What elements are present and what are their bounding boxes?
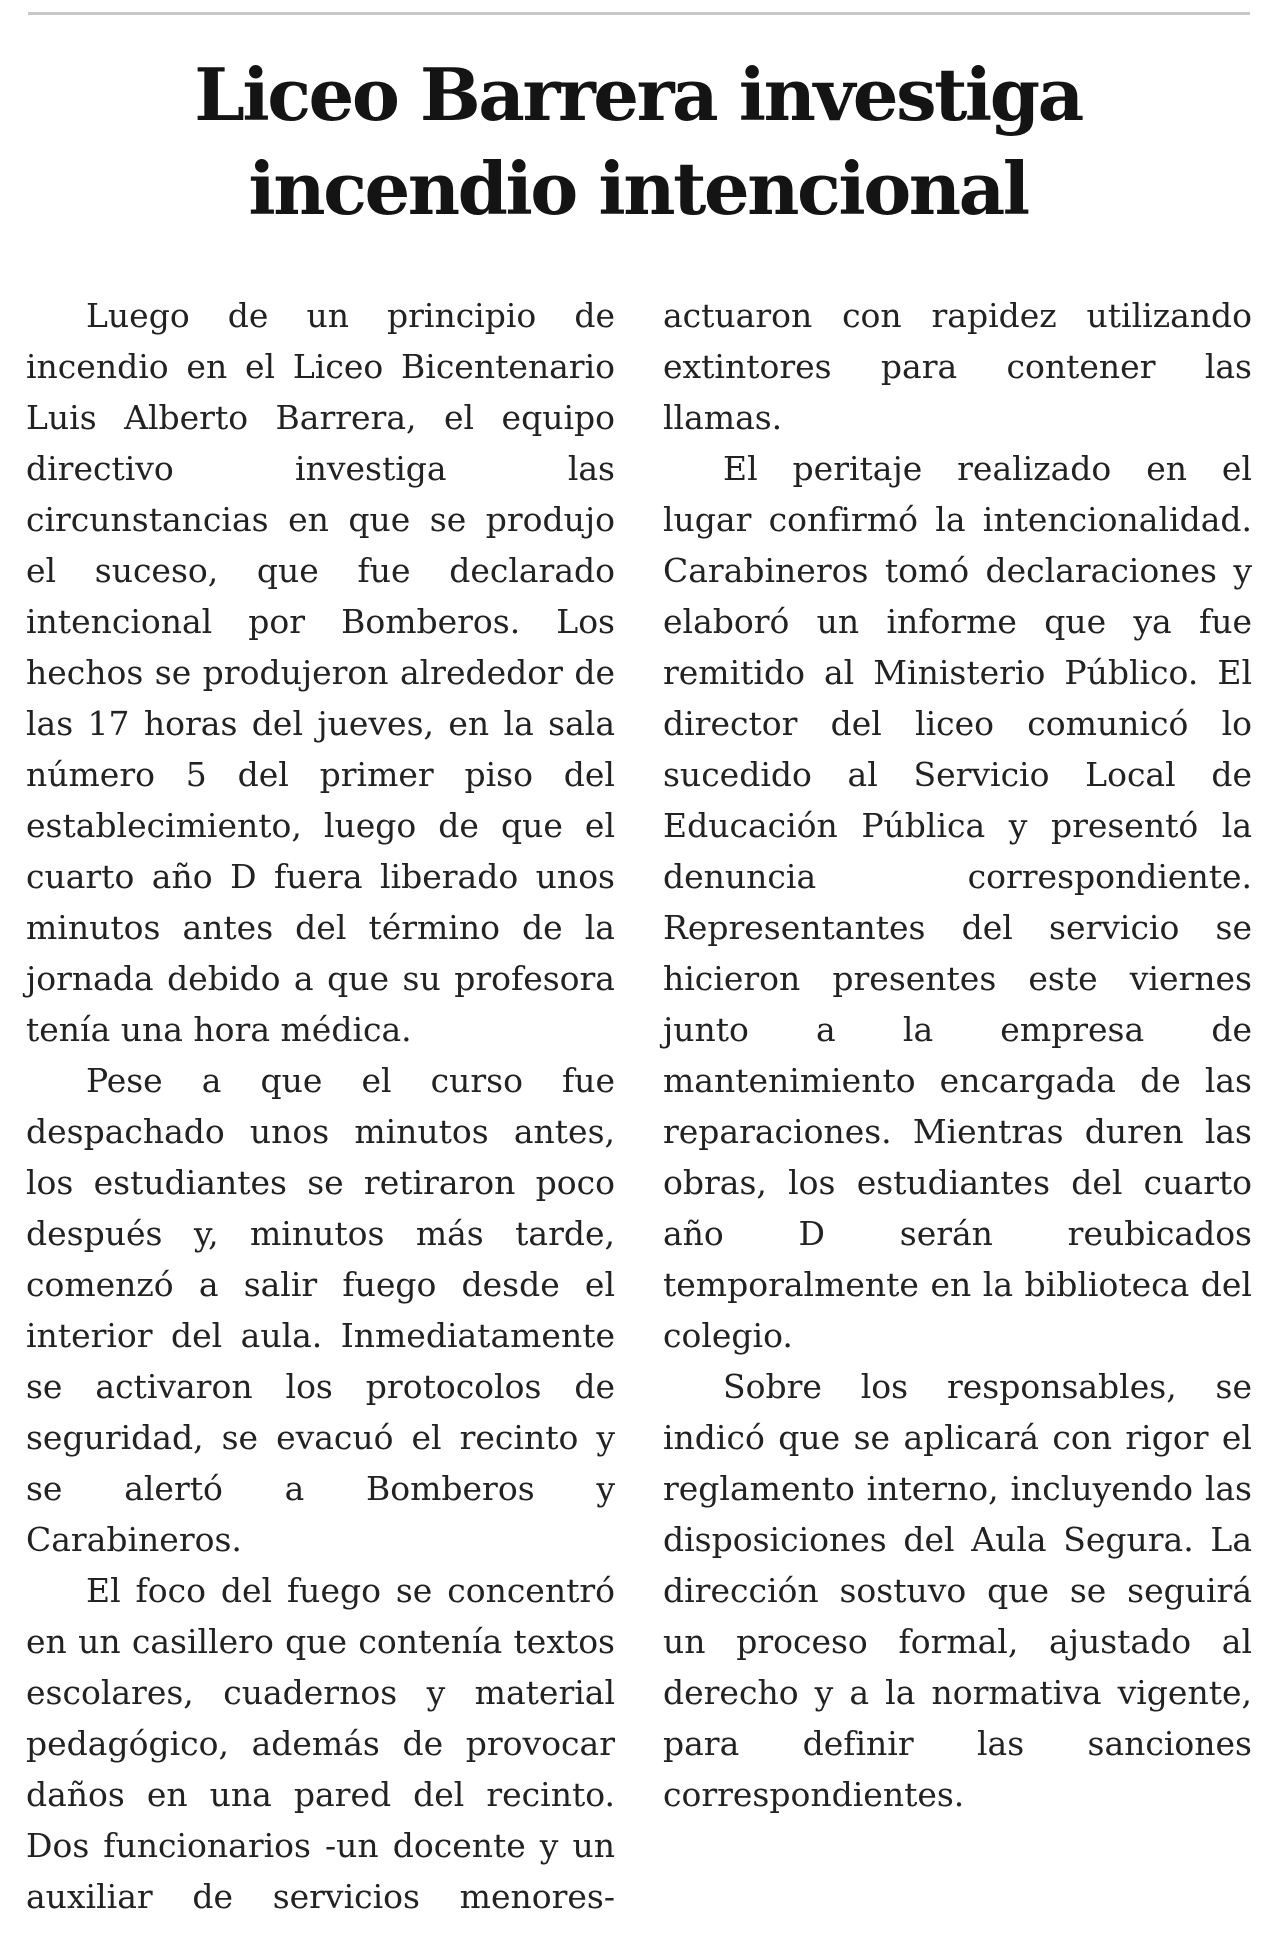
body-paragraph-2: Pese a que el curso fue despachado unos minutos antes, los estudiantes se retiraron poco después y, minutos más tarde, comenzó a salir fuego desde el interior del aula. Inmediatamente se activaron los protocolos de seguridad, se evacuó el recinto y se alertó a Bomberos y Carabineros. [26, 1061, 615, 1559]
top-divider-rule [28, 12, 1250, 15]
body-paragraph-3: El foco del fuego se concentró en un casillero que contenía textos escolares, cuadernos y material pedagógico, además de provocar daños en una pared del recinto. Dos funcionarios -un docente y un auxiliar de servicios menores- actuaron con rapidez utilizando extintores para contener las llamas. [26, 296, 1252, 1916]
headline-line-1: Liceo Barrera investiga [194, 52, 1082, 137]
article-body [26, 290, 1252, 1940]
headline-line-2: incendio intencional [248, 146, 1028, 231]
body-paragraph-5: Sobre los responsables, se indicó que se aplicará con rigor el reglamento interno, incluyendo las disposiciones del Aula Segura. La dirección sostuvo que se seguirá un proceso formal, ajustado al derecho y a la normativa vigente, para definir las sanciones correspondientes. [663, 1367, 1252, 1814]
article-headline [40, 48, 1236, 236]
body-paragraph-4: El peritaje realizado en el lugar confirmó la intencionalidad. Carabineros tomó declaraciones y elaboró un informe que ya fue remitido al Ministerio Público. El director del liceo comunicó lo sucedido al Servicio Local de Educación Pública y presentó la denuncia correspondiente. Representantes del servicio se hicieron presentes este viernes junto a la empresa de mantenimiento encargada de las reparaciones. Mientras duren las obras, los estudiantes del cuarto año D serán reubicados temporalmente en la biblioteca del colegio. [663, 449, 1252, 1355]
body-paragraph-1: Luego de un principio de incendio en el Liceo Bicentenario Luis Alberto Barrera, el equipo directivo investiga las circunstancias en que se produjo el suceso, que fue declarado intencional por Bomberos. Los hechos se produjeron alrededor de las 17 horas del jueves, en la sala número 5 del primer piso del establecimiento, luego de que el cuarto año D fuera liberado unos minutos antes del término de la jornada debido a que su profesora tenía una hora médica. [26, 296, 615, 1049]
